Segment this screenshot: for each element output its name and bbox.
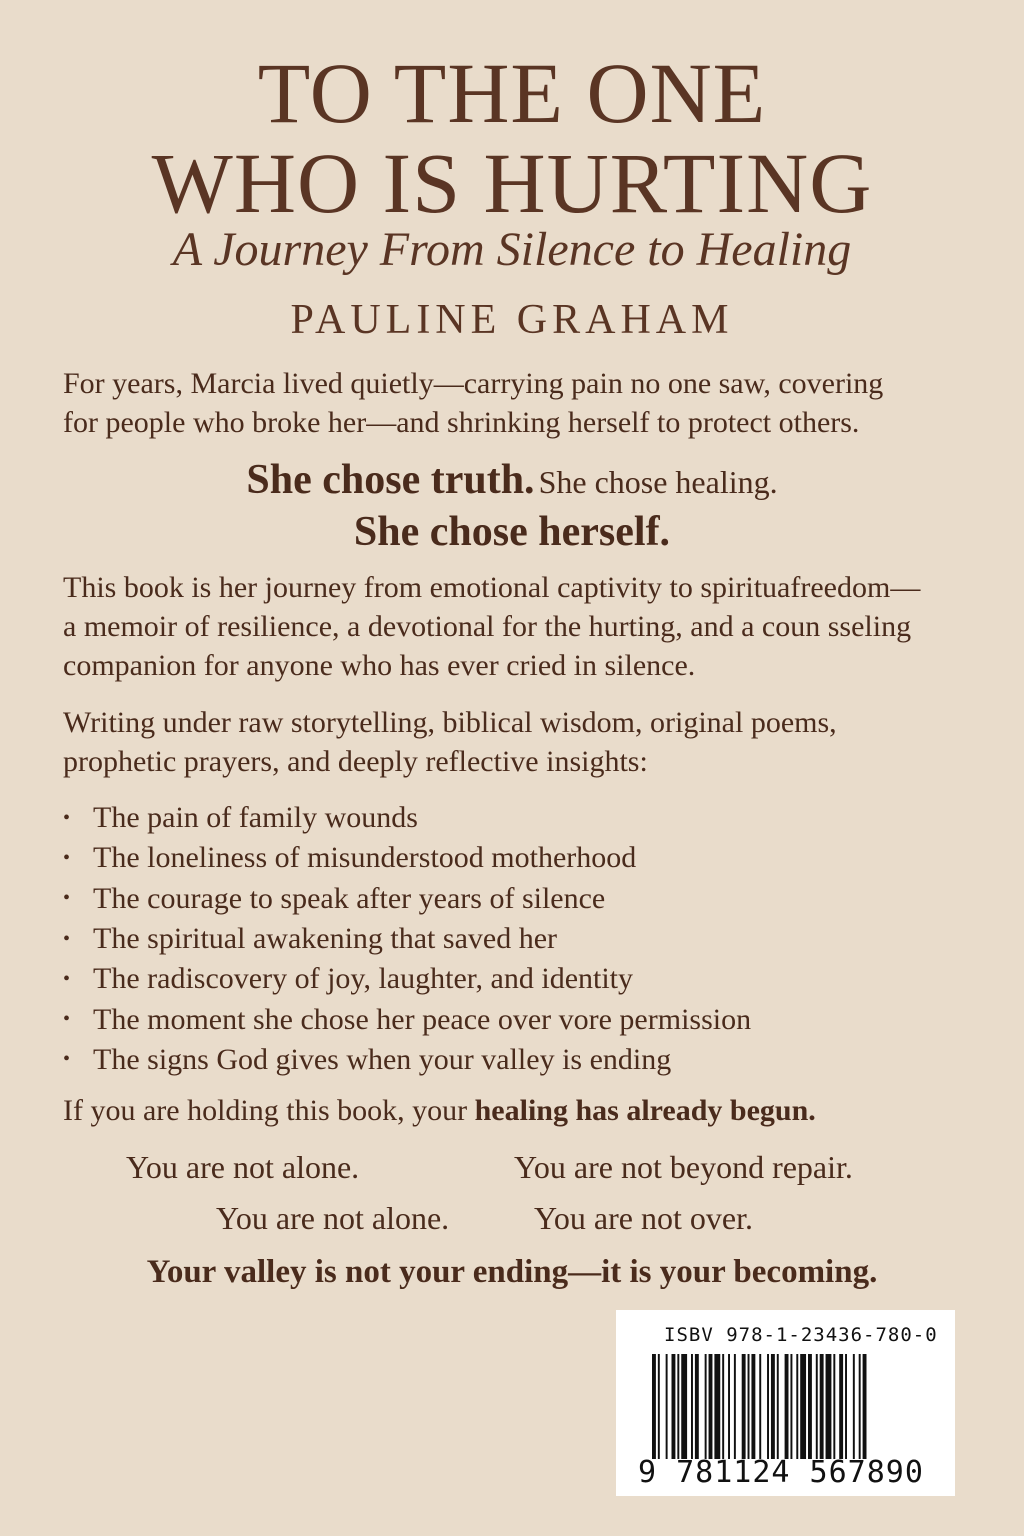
- barcode-bar: [853, 1354, 855, 1459]
- barcode-bar: [666, 1354, 668, 1459]
- barcode-bar: [790, 1354, 792, 1459]
- barcode-bar: [672, 1354, 676, 1459]
- bullet-icon: •: [63, 846, 71, 869]
- author-name: PAULINE GRAHAM: [290, 297, 734, 343]
- barcode-bar: [709, 1354, 713, 1459]
- list-item: • The signs God gives when your valley is ending: [63, 1042, 672, 1076]
- title-line-2: WHO IS HURTING: [151, 135, 873, 231]
- highlight-truth: She chose truth.: [246, 457, 535, 503]
- list-item: • The moment she chose her peace over vore permission: [63, 1002, 752, 1036]
- barcode-bar: [677, 1354, 679, 1459]
- barcode-bar: [691, 1354, 693, 1459]
- highlight-healing: She chose healing.: [538, 464, 778, 500]
- highlight-line-1: [0, 456, 1024, 504]
- barcode-bar: [816, 1354, 818, 1459]
- journey-line-2: a memoir of resilience, a devotional for the hurting, and a coun sseling: [63, 610, 912, 643]
- book-title: [0, 45, 1024, 231]
- barcode-bar: [734, 1354, 736, 1459]
- affirmation-3: You are not alone.: [216, 1200, 450, 1236]
- closing-emphasis: healing has already begun.: [474, 1094, 816, 1127]
- title-line-1: TO THE ONE: [257, 45, 767, 141]
- barcode-bar: [658, 1354, 660, 1459]
- barcode-bar: [771, 1354, 775, 1459]
- bullet-icon: •: [63, 806, 71, 829]
- barcode-bar: [652, 1354, 656, 1459]
- barcode-bar: [785, 1354, 789, 1459]
- intro-line-2: for people who broke her—and shrinking herself to protect others.: [63, 406, 860, 439]
- bullet-icon: •: [63, 1048, 71, 1071]
- journey-line-1: This book is her journey from emotional captivity to spirituafreedom—: [63, 571, 921, 604]
- bullet-icon: •: [63, 1008, 71, 1031]
- barcode-digits: 9 781124 567890: [638, 1455, 924, 1490]
- barcode-bar: [759, 1354, 761, 1459]
- journey-line-3: companion for anyone who has ever cried in silence.: [63, 649, 696, 682]
- barcode-bar: [742, 1354, 746, 1459]
- barcode-bar: [695, 1354, 699, 1459]
- list-item: • The courage to speak after years of silence: [63, 881, 606, 915]
- barcode-bar: [820, 1354, 824, 1459]
- list-item: • The loneliness of misunderstood motherhood: [63, 841, 637, 875]
- barcode-bar: [800, 1354, 806, 1459]
- barcode-bar: [808, 1354, 812, 1459]
- affirmation-1: You are not alone.: [126, 1149, 360, 1185]
- book-subtitle: A Journey From Silence to Healing: [172, 223, 852, 276]
- closing-line: [63, 1094, 816, 1128]
- affirmation-4: You are not over.: [534, 1200, 753, 1236]
- final-line: Your valley is not your ending—it is your becoming.: [146, 1254, 878, 1290]
- barcode-bar: [681, 1354, 687, 1459]
- writing-line-1: Writing under raw storytelling, biblical wisdom, original poems,: [63, 706, 837, 739]
- barcode-bar: [777, 1354, 779, 1459]
- barcode-bar: [705, 1354, 707, 1459]
- barcode-bar: [751, 1354, 755, 1459]
- barcode-bar: [728, 1354, 730, 1459]
- barcode-bar: [714, 1354, 720, 1459]
- barcode-bar: [722, 1354, 724, 1459]
- barcode-bar: [767, 1354, 769, 1459]
- highlight-herself: She chose herself.: [353, 509, 671, 555]
- barcode-bar: [833, 1354, 835, 1459]
- bullet-icon: •: [63, 887, 71, 910]
- bullet-icon: •: [63, 927, 71, 950]
- isbn-barcode-box: [616, 1310, 955, 1496]
- writing-paragraph: [63, 703, 973, 781]
- writing-line-2: prophetic prayers, and deeply reflective insights:: [63, 745, 648, 778]
- list-item: • The radiscovery of joy, laughter, and identity: [63, 962, 634, 996]
- barcode-bar: [796, 1354, 798, 1459]
- barcode-bar: [826, 1354, 832, 1459]
- intro-paragraph: [63, 364, 973, 442]
- list-item: • The pain of family wounds: [63, 801, 418, 835]
- isbn-label: ISBV 978-1-23436-780-0: [664, 1324, 938, 1346]
- affirmation-2: You are not beyond repair.: [514, 1149, 853, 1185]
- barcode-bars: [652, 1354, 928, 1459]
- barcode-bar: [859, 1354, 861, 1459]
- bullet-list: [63, 798, 963, 1080]
- barcode-bar: [863, 1354, 867, 1459]
- closing-text: If you are holding this book, your: [63, 1094, 475, 1127]
- bullet-icon: •: [63, 967, 71, 990]
- barcode-bar: [839, 1354, 843, 1459]
- journey-paragraph: [63, 568, 973, 685]
- list-item: • The spiritual awakening that saved her: [63, 922, 558, 956]
- intro-line-1: For years, Marcia lived quietly—carrying pain no one saw, covering: [63, 367, 884, 400]
- barcode-bar: [748, 1354, 750, 1459]
- barcode-bar: [845, 1354, 847, 1459]
